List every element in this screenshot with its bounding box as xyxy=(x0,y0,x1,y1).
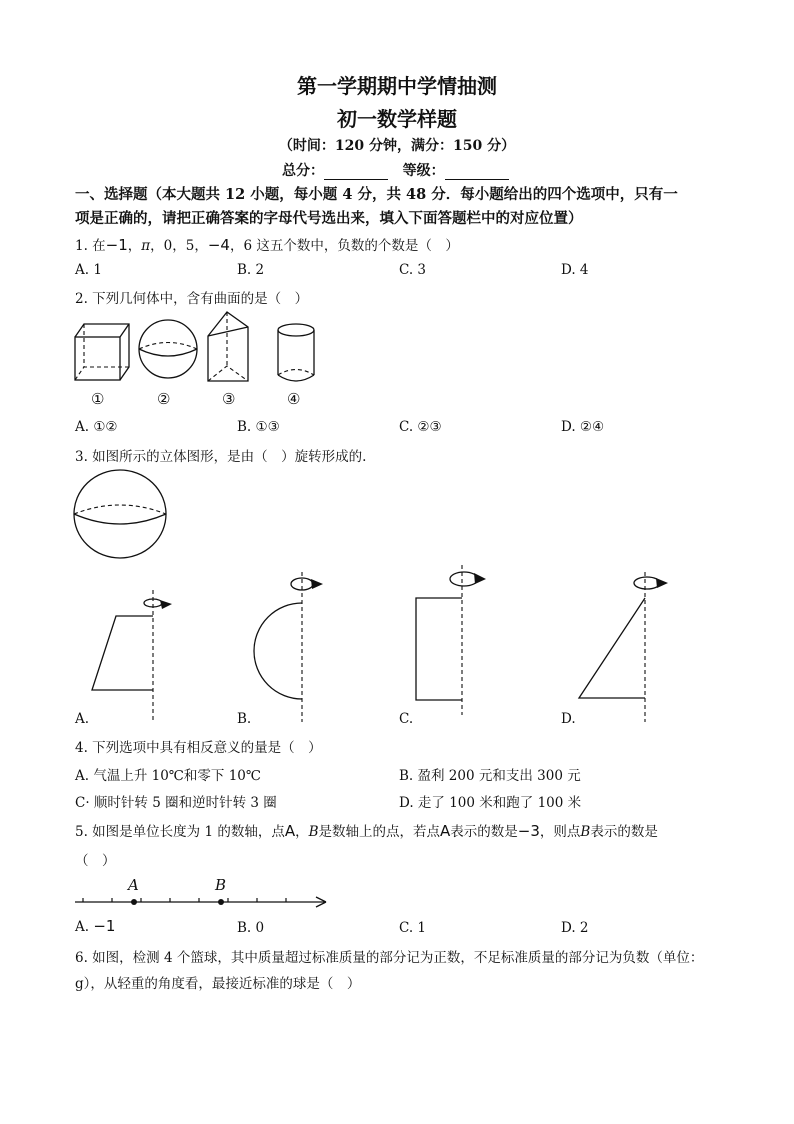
q1-mid: ，0，5， xyxy=(150,238,208,254)
q1-pi: π xyxy=(141,238,151,254)
q5-point-b-ref: B xyxy=(580,824,591,840)
q1-sep: ， xyxy=(127,238,142,254)
q1-option-c: C. 3 xyxy=(399,262,427,278)
q1-neg-four: −4 xyxy=(207,236,230,254)
q1-prefix: 1. 在 xyxy=(75,238,106,254)
q5-paren: （ ） xyxy=(75,853,116,869)
time-info: （时间：120 分钟，满分：150 分） xyxy=(278,138,516,154)
section-heading-line1: 一、选择题（本大题共 12 小题，每小题 4 分，共 48 分．每小题给出的四个选项中，只有一 xyxy=(75,186,678,203)
q2-stem: 2. 下列几何体中，含有曲面的是（ ） xyxy=(75,291,309,307)
q2-option-a: A. ①② xyxy=(75,419,118,435)
shape-label-3: ③ xyxy=(222,390,236,408)
q3-option-c-label: C. xyxy=(399,711,414,727)
exam-subtitle: 初一数学样题 xyxy=(337,107,457,131)
q5-point-b: B xyxy=(308,824,319,840)
axis-label-b: B xyxy=(215,876,227,894)
shape-label-2: ② xyxy=(157,390,171,408)
q4-stem: 4. 下列选项中具有相反意义的量是（ ） xyxy=(75,740,322,756)
shape-label-4: ④ xyxy=(287,390,301,408)
grade-label: 等级： xyxy=(402,163,445,179)
point-a-dot xyxy=(131,899,137,905)
q1-option-b: B. 2 xyxy=(237,262,265,278)
q5-stem-d: ，则点 xyxy=(539,824,581,840)
q6-stem-line1: 6. 如图，检测 4 个篮球，其中质量超过标准质量的部分记为正数，不足标准质量的部分记为负数（单位： xyxy=(75,950,704,966)
q5-value: −3 xyxy=(517,822,540,840)
q5-option-a-value: −1 xyxy=(93,917,116,935)
q1-option-d: D. 4 xyxy=(561,262,589,278)
q5-option-b: B. 0 xyxy=(237,920,265,936)
q5-option-c: C. 1 xyxy=(399,920,427,936)
q5-stem-a: 5. 如图是单位长度为 1 的数轴，点 xyxy=(75,824,285,840)
q5-stem-c: 表示的数是 xyxy=(450,824,518,840)
q3-stem: 3. 如图所示的立体图形，是由（ ）旋转形成的. xyxy=(75,449,367,465)
q4-option-b: B. 盈利 200 元和支出 300 元 xyxy=(399,768,581,784)
shape-label-1: ① xyxy=(91,390,105,408)
q4-option-c: C· 顺时针转 5 圈和逆时针转 3 圈 xyxy=(75,795,277,811)
q5-stem-b: 是数轴上的点，若点 xyxy=(318,824,441,840)
q4-option-a: A. 气温上升 10℃和零下 10℃ xyxy=(75,768,261,784)
q5-option-a xyxy=(75,917,115,935)
section-heading-line2: 项是正确的，请把正确答案的字母代号选出来，填入下面答题栏中的对应位置） xyxy=(75,210,583,227)
q1-option-a: A. 1 xyxy=(75,262,102,278)
axis-label-a: A xyxy=(128,876,139,894)
point-b-dot xyxy=(218,899,224,905)
q2-option-c: C. ②③ xyxy=(399,419,442,435)
q5-option-d: D. 2 xyxy=(561,920,589,936)
q1-neg-one: −1 xyxy=(105,236,128,254)
q3-option-d-label: D. xyxy=(561,711,576,727)
q2-option-b: B. ①③ xyxy=(237,419,280,435)
q5-stem-e: 表示的数是 xyxy=(590,824,658,840)
q5-point-a: A xyxy=(284,822,296,840)
q2-option-d: D. ②④ xyxy=(561,419,605,435)
q4-option-d: D. 走了 100 米和跑了 100 米 xyxy=(399,795,582,811)
total-label: 总分： xyxy=(282,163,324,179)
q6-stem-line2: g），从轻重的角度看，最接近标准的球是（ ） xyxy=(75,976,361,992)
q1-suffix: ，6 这五个数中，负数的个数是（ ） xyxy=(229,238,459,254)
q3-option-b-label: B. xyxy=(237,711,252,727)
q5-point-a-ref: A xyxy=(440,822,451,840)
q5-comma: ， xyxy=(295,824,309,840)
q3-option-a-label: A. xyxy=(75,711,90,727)
exam-title: 第一学期期中学情抽测 xyxy=(297,74,497,98)
q5-option-a-prefix: A. xyxy=(75,919,90,935)
